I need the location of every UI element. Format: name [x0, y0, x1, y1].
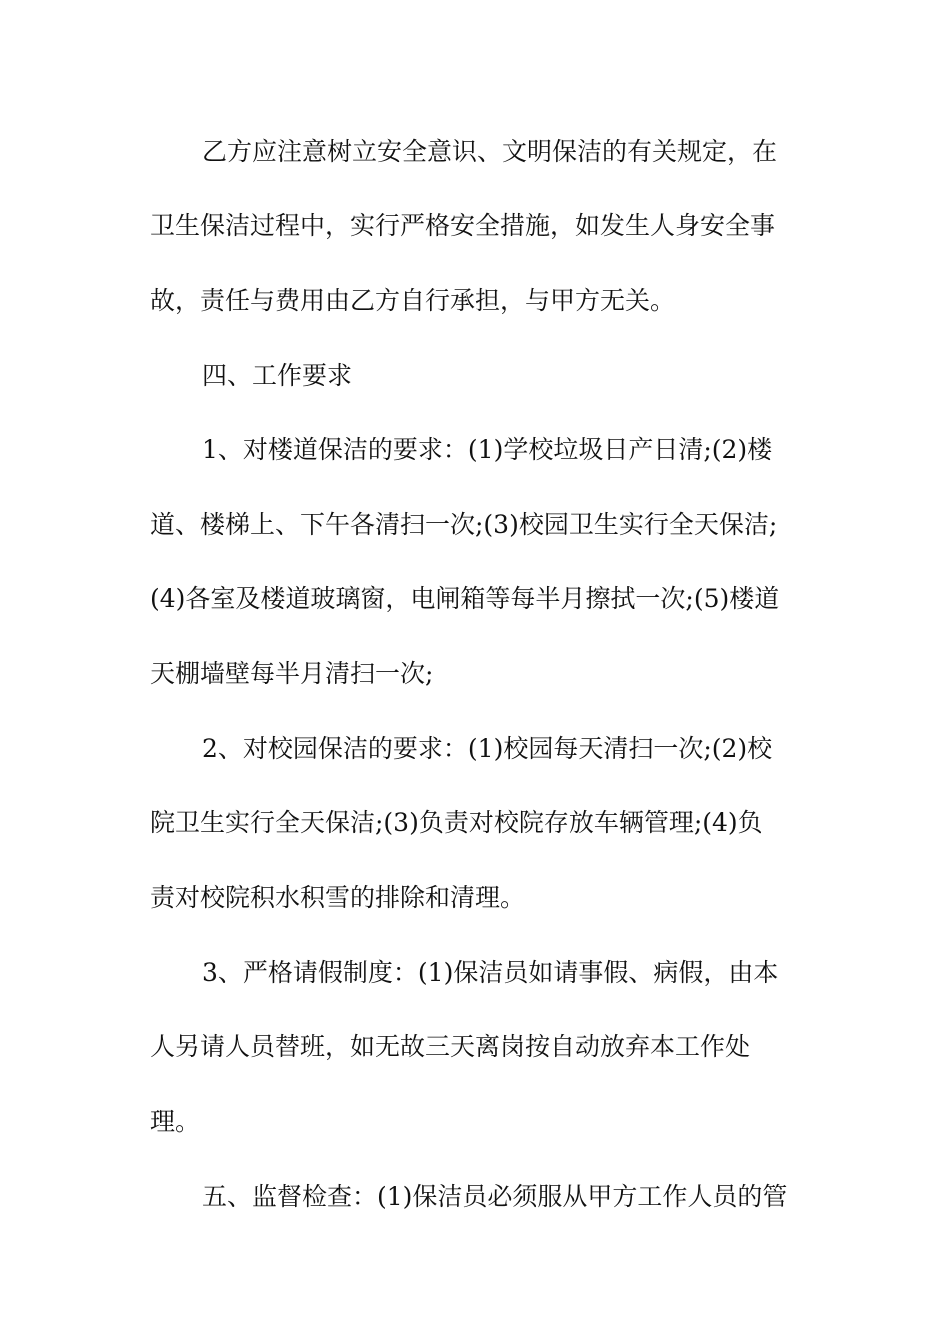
section-heading-supervision: 五、监督检查：(1)保洁员必须服从甲方工作人员的管	[202, 1182, 788, 1211]
section-heading-work-requirements: 四、工作要求	[202, 361, 353, 390]
item-2-line-2: 院卫生实行全天保洁;(3)负责对校院存放车辆管理;(4)负	[150, 808, 763, 837]
paragraph-safety-line-3: 故，责任与费用由乙方自行承担，与甲方无关。	[150, 286, 676, 315]
item-2-line-3: 责对校院积水积雪的排除和清理。	[150, 883, 526, 912]
item-1-line-3: (4)各室及楼道玻璃窗，电闸箱等每半月擦拭一次;(5)楼道	[150, 584, 780, 613]
item-2-line-1: 2、对校园保洁的要求：(1)校园每天清扫一次;(2)校	[202, 734, 773, 763]
item-1-line-1: 1、对楼道保洁的要求：(1)学校垃圾日产日清;(2)楼	[202, 435, 773, 464]
item-3-line-1: 3、严格请假制度：(1)保洁员如请事假、病假，由本	[202, 958, 779, 987]
item-1-line-4: 天棚墙壁每半月清扫一次;	[150, 659, 434, 688]
item-3-line-3: 理。	[150, 1107, 201, 1136]
item-1-line-2: 道、楼梯上、下午各清扫一次;(3)校园卫生实行全天保洁;	[150, 510, 778, 539]
item-3-line-2: 人另请人员替班，如无故三天离岗按自动放弃本工作处	[150, 1032, 751, 1061]
paragraph-safety-line-2: 卫生保洁过程中，实行严格安全措施，如发生人身安全事	[150, 211, 776, 240]
paragraph-safety-line-1: 乙方应注意树立安全意识、文明保洁的有关规定，在	[202, 137, 778, 166]
